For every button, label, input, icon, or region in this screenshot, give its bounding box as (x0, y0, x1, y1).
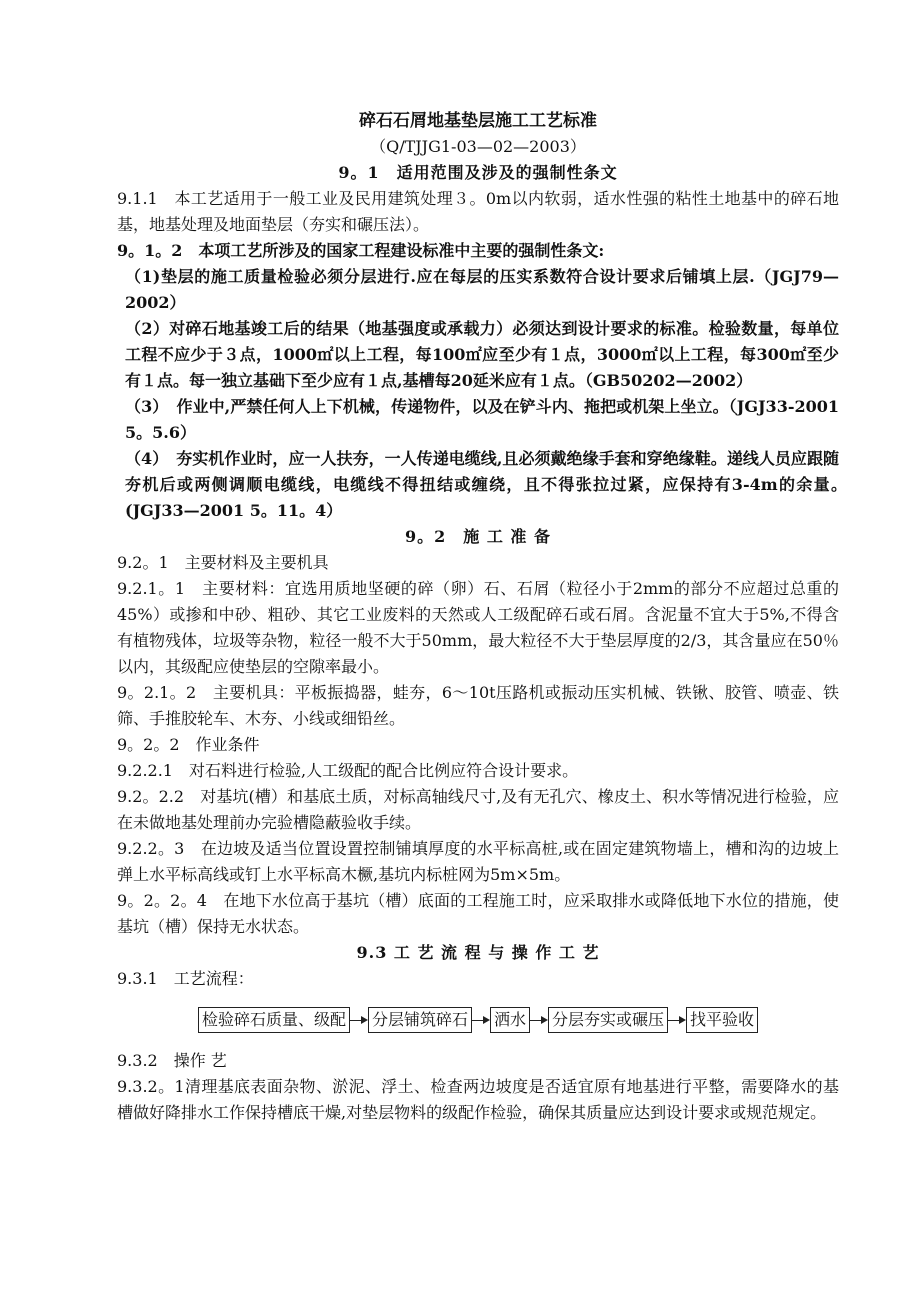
arrow-right-icon (668, 1008, 686, 1032)
clause-4: （4） 夯实机作业时，应一人扶夯，一人传递电缆线,且必须戴绝缘手套和穿绝缘鞋。递线人员应跟随夯机后或两侧调顺电缆线，电缆线不得扭结或缠绕，且不得张拉过紧，应保持有3-4m的余量。 (JGJ33—2001 5。11。4） (125, 449, 856, 520)
paragraph-9-3-2: 9.3.2 操作 艺 (117, 1051, 227, 1070)
paragraph-9-2-2-1: 9.2.2.1 对石料进行检验,人工级配的配合比例应符合设计要求。 (117, 761, 579, 780)
flow-step-level-accept: 找平验收 (686, 1007, 758, 1033)
paragraph-9-2-2-3: 9.2.2。3 在边坡及适当位置设置控制铺填厚度的水平标高桩,或在固定建筑物墙上，槽和沟的边坡上弹上水平标高线或钉上水平标高木橛,基坑内标桩网为5m×5m。 (117, 839, 839, 884)
arrow-right-icon (350, 1008, 368, 1032)
paragraph-9-2-1: 9.2。1 主要材料及主要机具 (117, 553, 329, 572)
document-title: 碎石石屑地基垫层施工工艺标准 (359, 111, 597, 131)
paragraph-9-2-1-2: 9。2.1。2 主要机具：平板振捣器，蛙夯，6～10t压路机或振动压实机械、铁锹、胶管、喷壶、铁筛、手推胶轮车、木夯、小线或细铅丝。 (117, 683, 839, 728)
section-9-2-heading: 9。2 施 工 准 备 (405, 527, 551, 546)
document-page (117, 108, 856, 1126)
process-flow-diagram (117, 1006, 839, 1034)
paragraph-9-1-1: 9.1.1 本工艺适用于一般工业及民用建筑处理３。0m以内软弱，适水性强的粘性土地基中的碎石地基，地基处理及地面垫层（夯实和碾压法）。 (117, 189, 839, 234)
paragraph-9-3-2-1: 9.3.2。1清理基底表面杂物、淤泥、浮土、检查两边坡度是否适宜原有地基进行平整，需要降水的基槽做好降排水工作保持槽底干燥,对垫层物料的级配作检验，确保其质量应达到设计要求或规范规定。 (117, 1077, 839, 1122)
paragraph-9-2-1-1: 9.2.1。1 主要材料：宜选用质地坚硬的碎（卵）石、石屑（粒径小于2mm的部分不应超过总重的45%）或掺和中砂、粗砂、其它工业废料的天然或人工级配碎石或石屑。含泥量不宜大于5%,不得含有植物残体，垃圾等杂物，粒径一般不大于50mm，最大粒径不大于垫层厚度的2/3，其含量应在50％以内，其级配应使垫层的空隙率最小。 (117, 579, 839, 676)
clause-1: （1)垫层的施工质量检验必须分层进行.应在每层的压实系数符合设计要求后铺填上层.（JGJ79—2002） (125, 267, 839, 312)
flow-step-water: 洒水 (490, 1007, 530, 1033)
flow-step-inspect: 检验碎石质量、级配 (198, 1007, 350, 1033)
section-9-1-heading: 9。1 适用范围及涉及的强制性条文 (338, 163, 618, 182)
clause-3: （3） 作业中,严禁任何人上下机械，传递物件，以及在铲斗内、拖把或机架上坐立。（JGJ33-2001 5。5.6） (125, 397, 839, 442)
paragraph-9-3-1: 9.3.1 工艺流程： (117, 969, 254, 988)
arrow-right-icon (530, 1008, 548, 1032)
paragraph-9-2-2-2: 9.2。2.2 对基坑(槽）和基底土质，对标高轴线尺寸,及有无孔穴、橡皮土、积水等情况进行检验，应在未做地基处理前办完验槽隐蔽验收手续。 (117, 787, 839, 832)
document-code: （Q/TJJG1-03—02—2003） (370, 137, 586, 156)
clause-2: （2）对碎石地基竣工后的结果（地基强度或承载力）必须达到设计要求的标准。检验数量，每单位工程不应少于３点，1000㎡以上工程，每100㎡应至少有１点，3000㎡以上工程，每300㎡至少有１点。每一独立基础下至少应有１点,基槽每20延米应有１点。（GB50202—2002） (125, 319, 839, 390)
section-9-3-heading: 9.3 工 艺 流 程 与 操 作 工 艺 (356, 943, 600, 962)
arrow-right-icon (472, 1008, 490, 1032)
flow-step-lay-gravel: 分层铺筑碎石 (368, 1007, 472, 1033)
paragraph-9-1-2: 9。1。2 本项工艺所涉及的国家工程建设标准中主要的强制性条文: (117, 241, 605, 260)
paragraph-9-2-2: 9。2。2 作业条件 (117, 735, 260, 754)
flow-step-compact: 分层夯实或碾压 (548, 1007, 668, 1033)
paragraph-9-2-2-4: 9。2。2。4 在地下水位高于基坑（槽）底面的工程施工时，应采取排水或降低地下水位的措施，使基坑（槽）保持无水状态。 (117, 891, 839, 936)
